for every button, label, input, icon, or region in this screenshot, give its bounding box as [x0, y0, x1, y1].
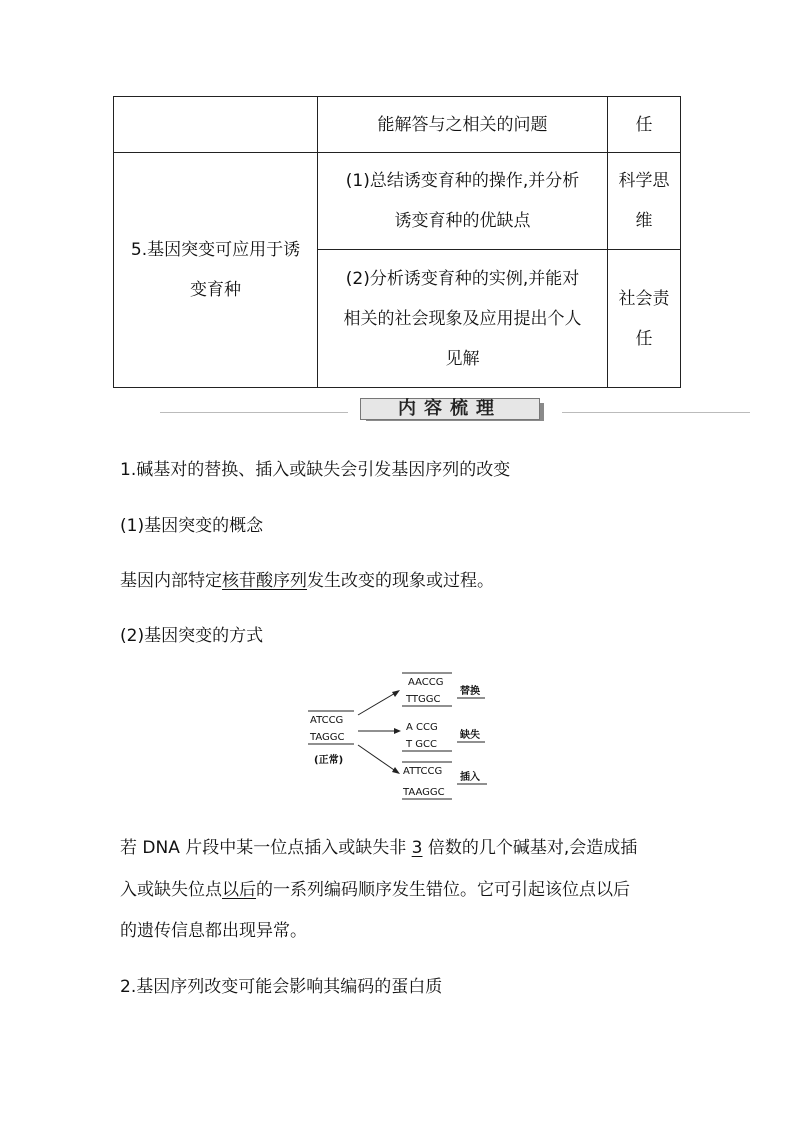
cell-line: 5.基因突变可应用于诱 — [130, 240, 301, 260]
underlined-answer: 3 — [411, 838, 423, 858]
text: 基因内部特定 — [120, 571, 222, 591]
section-divider — [160, 398, 750, 428]
arrow-insertion — [358, 745, 397, 772]
cell-line: 社会责 — [618, 288, 670, 309]
deletion-label: 缺失 — [460, 730, 480, 741]
table-cell — [318, 153, 608, 250]
normal-bottom-strand: TAGGC — [310, 732, 345, 743]
text: 发生改变的现象或过程。 — [307, 571, 494, 591]
cell-line: 科学思 — [618, 171, 670, 191]
table-cell — [114, 97, 318, 153]
divider-line — [562, 412, 750, 413]
frameshift-line-3: 的遗传信息都出现异常。 — [120, 921, 307, 941]
text: 若 DNA 片段中某一位点插入或缺失非 — [120, 838, 412, 858]
heading-1: 1.碱基对的替换、插入或缺失会引发基因序列的改变 — [120, 460, 511, 480]
divider-line — [160, 412, 348, 413]
normal-top-strand: ATCCG — [310, 715, 344, 726]
heading-2: 2.基因序列改变可能会影响其编码的蛋白质 — [120, 977, 443, 997]
insertion-top-strand: ATTCCG — [403, 766, 443, 777]
cell-line: 维 — [635, 211, 653, 231]
underlined-answer: 以后 — [222, 880, 256, 900]
substitution-top-strand: AACCG — [408, 677, 444, 688]
arrow-head — [392, 690, 400, 697]
frameshift-line-1 — [120, 833, 637, 858]
table-cell-objective-5 — [114, 153, 318, 388]
cell-line: (1)总结诱变育种的操作,并分析 — [345, 171, 580, 191]
substitution-label: 替换 — [460, 686, 480, 697]
subheading-modes: (2)基因突变的方式 — [120, 626, 264, 646]
table-row — [114, 97, 681, 153]
cell-line: 见解 — [445, 348, 480, 369]
cell-line: 变育种 — [190, 280, 241, 300]
substitution-bottom-strand: TTGGC — [406, 694, 441, 705]
table-cell — [318, 250, 608, 388]
subheading-concept: (1)基因突变的概念 — [120, 516, 264, 536]
underlined-answer: 核苷酸序列 — [222, 571, 307, 591]
section-title-badge — [360, 398, 548, 424]
insertion-label: 插入 — [460, 772, 480, 783]
text: 入或缺失位点 — [120, 880, 222, 900]
cell-line: 诱变育种的优缺点 — [394, 211, 531, 231]
insertion-bottom-strand: TAAGGC — [403, 787, 445, 798]
frameshift-line-2 — [120, 875, 630, 900]
cell-line: (2)分析诱变育种的实例,并能对 — [345, 268, 580, 289]
cell-line: 任 — [635, 328, 653, 349]
table-cell: 任 — [608, 97, 681, 153]
table-cell — [608, 250, 681, 388]
arrow-head — [392, 767, 400, 774]
arrow-head — [394, 728, 401, 734]
table-row — [114, 153, 681, 250]
cell-line: 相关的社会现象及应用提出个人 — [343, 308, 582, 329]
deletion-top-strand: A CCG — [406, 722, 438, 733]
deletion-bottom-strand: T GCC — [406, 739, 438, 750]
arrow-substitution — [358, 692, 397, 715]
table-cell: 能解答与之相关的问题 — [318, 97, 608, 153]
normal-label: (正常) — [314, 755, 344, 766]
concept-paragraph — [120, 566, 494, 591]
mutation-diagram — [300, 668, 500, 803]
section-title: 内容梳理 — [360, 398, 540, 420]
text: 的一系列编码顺序发生错位。它可引起该位点以后 — [256, 880, 630, 900]
table-cell — [608, 153, 681, 250]
text: 倍数的几个碱基对,会造成插 — [422, 838, 638, 858]
objectives-table — [113, 96, 681, 388]
